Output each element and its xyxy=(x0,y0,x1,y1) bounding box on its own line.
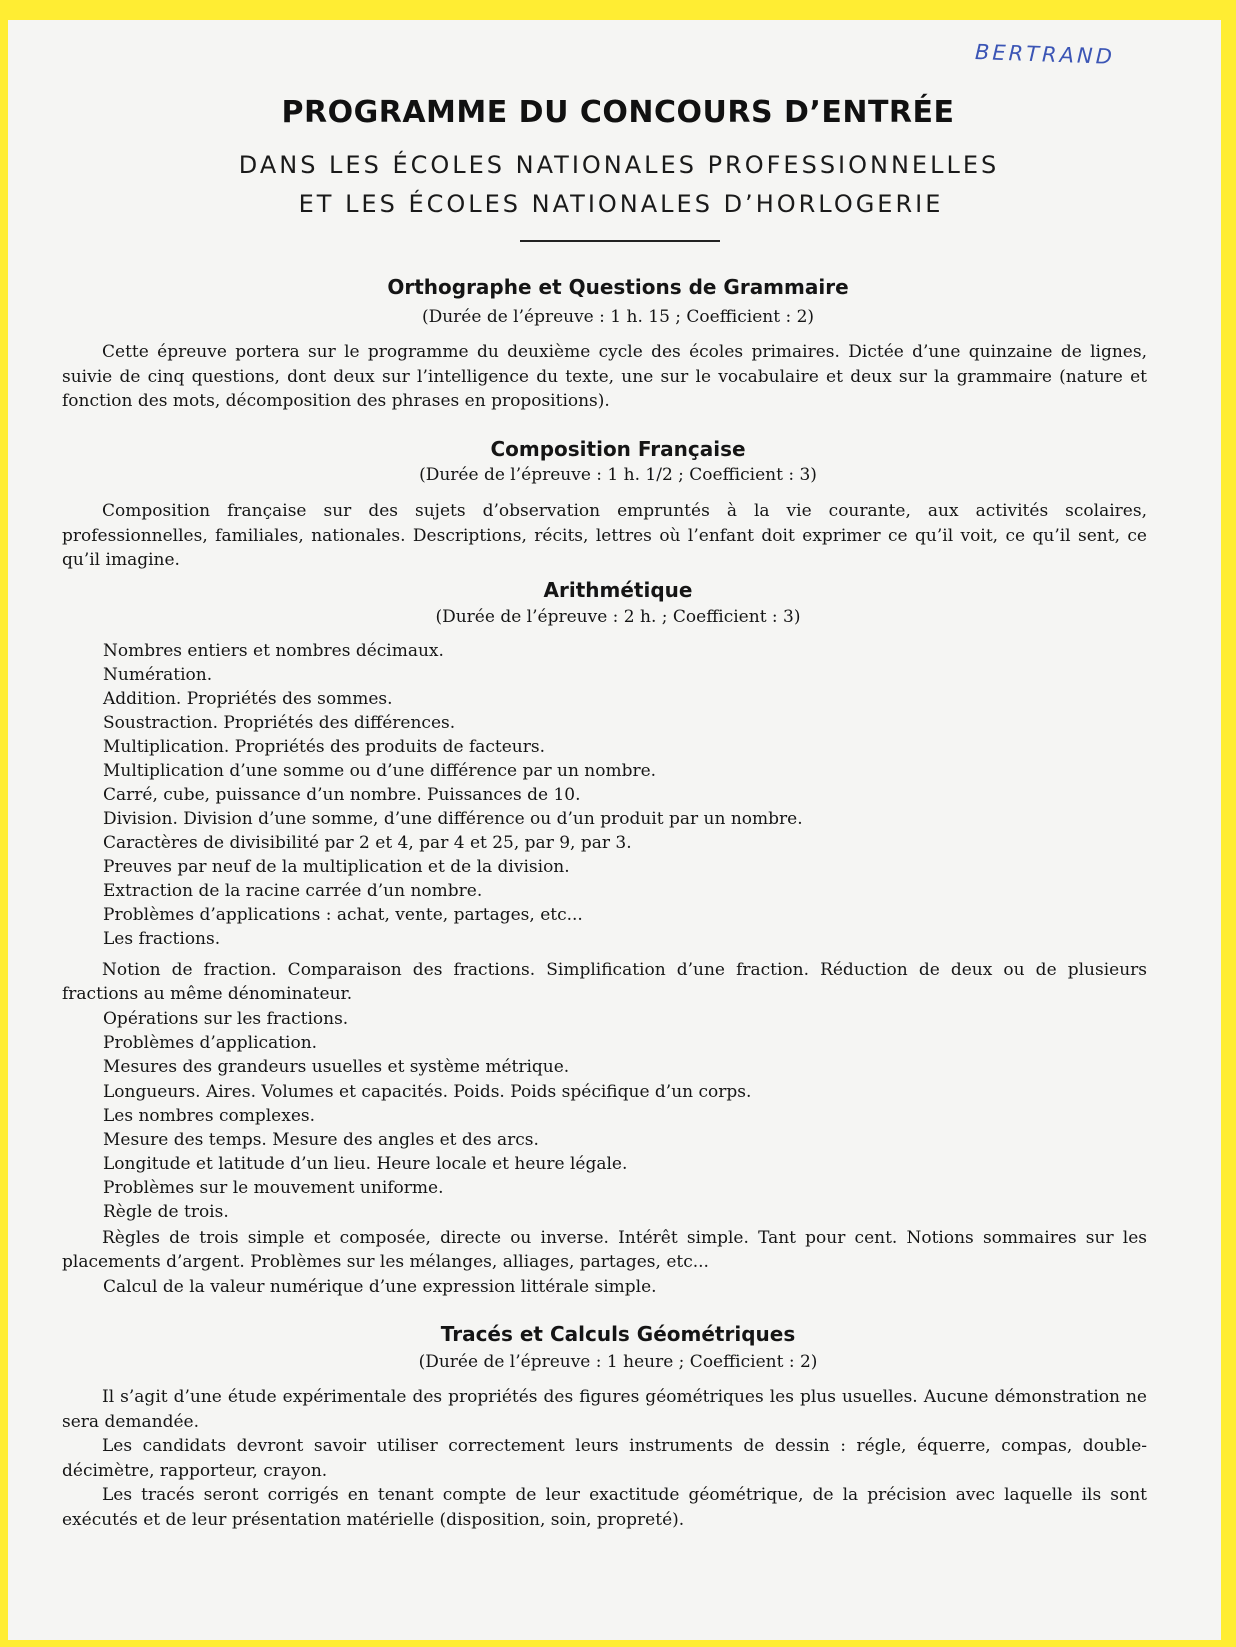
list-item: Les nombres complexes. xyxy=(103,1106,316,1126)
list-item: Règle de trois. xyxy=(103,1202,229,1222)
list-item: Longitude et latitude d’un lieu. Heure locale et heure légale. xyxy=(103,1154,628,1174)
list-item: Longueurs. Aires. Volumes et capacités. Poids. Poids spécifique d’un corps. xyxy=(103,1082,752,1102)
section-title-orthographe: Orthographe et Questions de Grammaire xyxy=(387,275,849,299)
list-item: Les fractions. xyxy=(103,929,221,949)
list-item: Division. Division d’une somme, d’une différence ou d’un produit par un nombre. xyxy=(103,809,803,829)
list-item: Notion de fraction. Comparaison des fractions. Simplification d’une fraction. Réduction de deux ou de plusieurs fractions au même dénominateur. xyxy=(62,960,1147,1004)
list-item: Preuves par neuf de la multiplication et de la division. xyxy=(103,857,570,877)
title-divider xyxy=(520,240,720,242)
handwritten-annotation: BERTRAND xyxy=(974,40,1116,69)
section-details-traces: (Durée de l’épreuve : 1 heure ; Coefficient : 2) xyxy=(418,1352,818,1372)
list-item: Numération. xyxy=(103,665,213,685)
section-details-arithmetique: (Durée de l’épreuve : 2 h. ; Coefficient : 3) xyxy=(435,607,801,627)
section-details-orthographe: (Durée de l’épreuve : 1 h. 15 ; Coefficient : 2) xyxy=(421,307,815,327)
list-item: Multiplication d’une somme ou d’une différence par un nombre. xyxy=(103,761,657,781)
section-details-composition: (Durée de l’épreuve : 1 h. 1/2 ; Coefficient : 3) xyxy=(419,465,817,485)
list-item: Soustraction. Propriétés des différences. xyxy=(103,713,456,733)
list-item: Mesures des grandeurs usuelles et système métrique. xyxy=(103,1057,570,1077)
list-item: Multiplication. Propriétés des produits de facteurs. xyxy=(103,737,545,757)
section-paragraph-traces: Les candidats devront savoir utiliser correctement leurs instruments de dessin : régle, équerre, compas, double-décimètre, rapporteur, crayon. xyxy=(62,1436,1147,1481)
list-item: Addition. Propriétés des sommes. xyxy=(103,689,393,709)
section-body-orthographe: Cette épreuve portera sur le programme du deuxième cycle des écoles primaires. Dictée d’une quinzaine de lignes, suivie de cinq questions, dont deux sur l’intelligence du texte, une sur le vocabulaire et deux sur la grammaire (nature et fonction des mots, décomposition des phrases en propositions). xyxy=(62,342,1147,411)
list-item: Mesure des temps. Mesure des angles et des arcs. xyxy=(103,1130,539,1150)
section-title-arithmetique: Arithmétique xyxy=(543,578,693,602)
section-paragraph-traces: Il s’agit d’une étude expérimentale des propriétés des figures géométriques les plus usuelles. Aucune démonstration ne sera demandée. xyxy=(62,1387,1147,1432)
document-subtitle-line-2: ET LES ÉCOLES NATIONALES D’HORLOGERIE xyxy=(298,190,944,218)
list-item: Extraction de la racine carrée d’un nombre. xyxy=(103,881,483,901)
document-title: PROGRAMME DU CONCOURS D’ENTRÉE xyxy=(281,95,955,130)
section-body-composition: Composition française sur des sujets d’observation empruntés à la vie courante, aux activités scolaires, professionnelles, familiales, nationales. Descriptions, récits, lettres où l’enfant doit exprimer ce qu’il voit, ce qu’il sent, ce qu’il imagine. xyxy=(62,501,1147,570)
list-item: Problèmes d’application. xyxy=(103,1033,318,1053)
list-item: Opérations sur les fractions. xyxy=(103,1009,349,1029)
list-item: Carré, cube, puissance d’un nombre. Puissances de 10. xyxy=(103,785,581,805)
section-title-composition: Composition Française xyxy=(490,437,746,461)
section-paragraph-traces: Les tracés seront corrigés en tenant compte de leur exactitude géométrique, de la précision avec laquelle ils sont exécutés et de leur présentation matérielle (disposition, soin, propreté). xyxy=(62,1485,1147,1530)
section-title-traces: Tracés et Calculs Géométriques xyxy=(440,1322,796,1346)
list-item: Règles de trois simple et composée, directe ou inverse. Intérêt simple. Tant pour cent. Notions sommaires sur les placements d’argent. Problèmes sur les mélanges, alliages, partages, etc... xyxy=(62,1228,1147,1272)
list-item: Nombres entiers et nombres décimaux. xyxy=(103,641,444,661)
list-item: Calcul de la valeur numérique d’une expression littérale simple. xyxy=(103,1277,657,1297)
list-item: Caractères de divisibilité par 2 et 4, par 4 et 25, par 9, par 3. xyxy=(103,833,632,853)
list-item: Problèmes d’applications : achat, vente, partages, etc... xyxy=(103,905,583,925)
document-subtitle-line-1: DANS LES ÉCOLES NATIONALES PROFESSIONNELLES xyxy=(238,151,1000,179)
list-item: Problèmes sur le mouvement uniforme. xyxy=(103,1178,444,1198)
